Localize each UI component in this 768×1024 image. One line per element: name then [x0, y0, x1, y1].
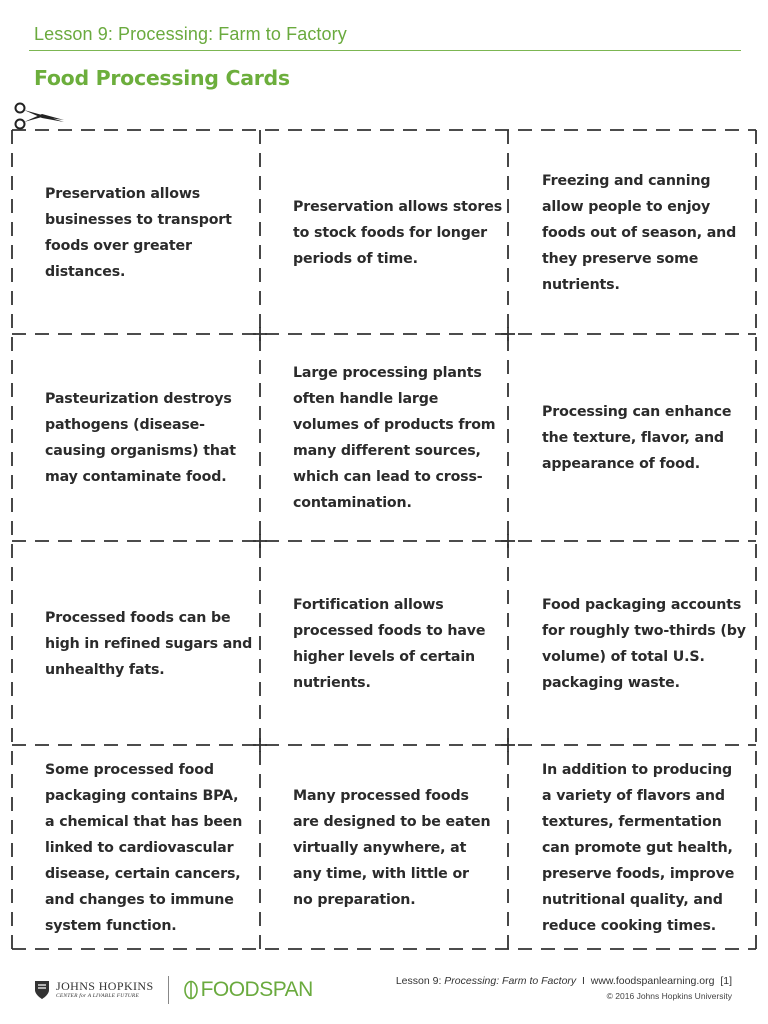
card-text: Large processing plants often handle large volumes of products from many different sources, which can lead to cross-contamination. — [293, 365, 496, 511]
card-11 — [293, 746, 493, 949]
leaf-icon — [183, 980, 199, 1000]
card-2 — [293, 131, 503, 334]
card-text: Preservation allows businesses to transport foods over greater distances. — [45, 185, 232, 280]
card-text: Fortification allows processed foods to have higher levels of certain nutrients. — [293, 596, 486, 691]
shield-icon — [34, 980, 50, 1000]
card-1 — [45, 131, 245, 334]
lesson-header: Lesson 9: Processing: Farm to Factory — [34, 24, 347, 44]
card-text: Preservation allows stores to stock foods for longer periods of time. — [293, 198, 503, 267]
footer-lesson-prefix: Lesson 9: — [395, 975, 445, 987]
card-8 — [293, 542, 493, 745]
card-12 — [542, 746, 740, 949]
card-text: Some processed food packaging contains BPA, a chemical that has been linked to cardiovascular disease, certain cancers, and changes to immune system function. — [45, 761, 243, 934]
jh-subtitle: CENTER for A LIVABLE FUTURE — [56, 993, 140, 999]
foodspan-logo — [183, 978, 313, 1002]
card-5 — [293, 335, 503, 541]
footer-copyright: © 2016 Johns Hopkins University — [606, 991, 732, 1001]
card-3 — [542, 131, 742, 334]
johns-hopkins-logo — [34, 980, 154, 1000]
card-7 — [45, 542, 255, 745]
card-10 — [45, 746, 247, 949]
card-text: Processed foods can be high in refined sugars and unhealthy fats. — [45, 609, 253, 678]
logo-divider — [168, 976, 169, 1004]
card-text: Freezing and canning allow people to enjoy foods out of season, and they preserve some nutrients. — [542, 172, 737, 293]
footer-citation — [396, 975, 732, 1001]
page-title: Food Processing Cards — [34, 66, 290, 90]
card-text: Food packaging accounts for roughly two-thirds (by volume) of total U.S. packaging waste. — [542, 596, 746, 691]
card-9 — [542, 542, 747, 745]
foodspan-wordmark: FOODSPAN — [200, 978, 313, 1001]
footer-lesson-title: Processing: Farm to Factory — [444, 975, 577, 987]
footer-logos — [34, 974, 313, 1006]
footer-site: I www.foodspanlearning.org [1] — [576, 975, 732, 987]
card-6 — [542, 335, 742, 541]
jh-name: JOHNS HOPKINS — [56, 979, 154, 993]
card-text: Many processed foods are designed to be eaten virtually anywhere, at any time, with little or no preparation. — [293, 787, 491, 908]
card-4 — [45, 335, 245, 541]
card-text: In addition to producing a variety of flavors and textures, fermentation can promote gut health, preserve foods, improve nutritional quality, and reduce cooking times. — [542, 761, 735, 934]
card-text: Pasteurization destroys pathogens (disease-causing organisms) that may contaminate food. — [45, 391, 236, 485]
card-text: Processing can enhance the texture, flavor, and appearance of food. — [542, 404, 732, 472]
